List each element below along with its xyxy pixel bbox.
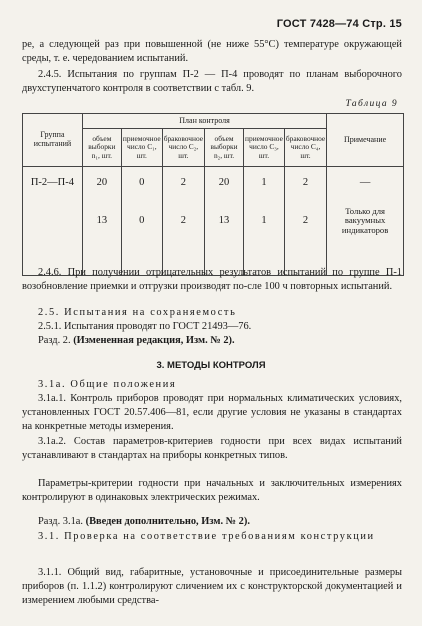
- header-group: Группа испытаний: [23, 114, 83, 167]
- cell-n1: 13: [82, 201, 121, 276]
- cell-c3: 1: [244, 201, 285, 276]
- cell-group: П-2—П-4: [23, 173, 83, 201]
- page-header: ГОСТ 7428—74 Стр. 15: [276, 18, 402, 30]
- paragraph-3-1: 3.1. Проверка на соответствие требованиям конструкции: [38, 531, 375, 542]
- paragraph-2-4-6: 2.4.6. При получении отрицательных результатов испытаний по группе П-1 возобновление приемки и отгрузки производят по-сле 100 ч повторных испытаний.: [22, 267, 402, 292]
- cell-n2: 20: [205, 173, 244, 201]
- paragraph-continuation: ре, а следующей раз при повышенной (не ниже 55°С) температуре окружающей среды, т. е. чередованием испытаний.: [22, 39, 402, 64]
- header-c2: браковочное число C₂, шт.: [162, 129, 204, 167]
- cell-c2: 2: [162, 173, 204, 201]
- paragraph-3-1a-1: 3.1а.1. Контроль приборов проводят при нормальных климатических условиях, установленных ГОСТ 20.57.406—81, если другие условия не указаны в стандартах на конкретные методы измерения.: [22, 393, 402, 432]
- cell-n1: 20: [82, 173, 121, 201]
- paragraph-criteria: Параметры-критерии годности при начальных и заключительных измерениях контролируют в одинаковых электрических режимах.: [22, 478, 402, 503]
- amendment-note-3-1a: [22, 515, 402, 529]
- header-c3: приемочное число C₃, шт.: [244, 129, 285, 167]
- amendment-text: (Введен дополнительно, Изм. № 2).: [85, 516, 250, 527]
- cell-c4: 2: [284, 201, 326, 276]
- cell-c1: 0: [121, 173, 162, 201]
- paragraph-3-1a: 3.1а. Общие положения: [38, 379, 177, 390]
- cell-note: —: [327, 173, 404, 201]
- amendment-ref: Разд. 3.1а.: [38, 516, 83, 527]
- amendment-text: (Измененная редакция, Изм. № 2).: [73, 335, 235, 346]
- header-c1: приемочное число C₁, шт.: [121, 129, 162, 167]
- cell-c4: 2: [284, 173, 326, 201]
- cell-n2: 13: [205, 201, 244, 276]
- header-n1: объем выборки n₁, шт.: [82, 129, 121, 167]
- table-row: [23, 201, 404, 276]
- table-row: [23, 173, 404, 201]
- paragraph-3-1-1: 3.1.1. Общий вид, габаритные, установочные и присоединительные размеры приборов (п. 1.1.2) контролируют сличением их с конструкторской документацией и измерением любыми средства-: [22, 567, 402, 606]
- header-c4: браковочное число C₄, шт.: [284, 129, 326, 167]
- amendment-note-2: [22, 334, 402, 348]
- paragraph-2-4-5: 2.4.5. Испытания по группам П-2 — П-4 проводят по планам выборочного двухступенчатого контроля в соответствии с табл. 9.: [22, 69, 402, 94]
- cell-note: Только для вакуумных индикаторов: [327, 201, 404, 276]
- control-plan-table: [22, 113, 404, 276]
- header-n2: объем выборки n₂, шт.: [205, 129, 244, 167]
- table-caption: Таблица 9: [345, 99, 398, 109]
- paragraph-2-5: 2.5. Испытания на сохраняемость: [38, 307, 237, 318]
- paragraph-2-5-1: 2.5.1. Испытания проводят по ГОСТ 21493—76.: [38, 321, 252, 332]
- cell-c1: 0: [121, 201, 162, 276]
- section-heading: 3. МЕТОДЫ КОНТРОЛЯ: [156, 360, 266, 371]
- cell-c3: 1: [244, 173, 285, 201]
- header-plan: План контроля: [82, 114, 326, 129]
- paragraph-3-1a-2: 3.1а.2. Состав параметров-критериев годности при всех видах испытаний устанавливают в стандартах на приборы конкретных типов.: [22, 436, 402, 461]
- cell-group: [23, 201, 83, 276]
- cell-c2: 2: [162, 201, 204, 276]
- amendment-ref: Разд. 2.: [38, 335, 71, 346]
- header-note: Примечание: [327, 114, 404, 167]
